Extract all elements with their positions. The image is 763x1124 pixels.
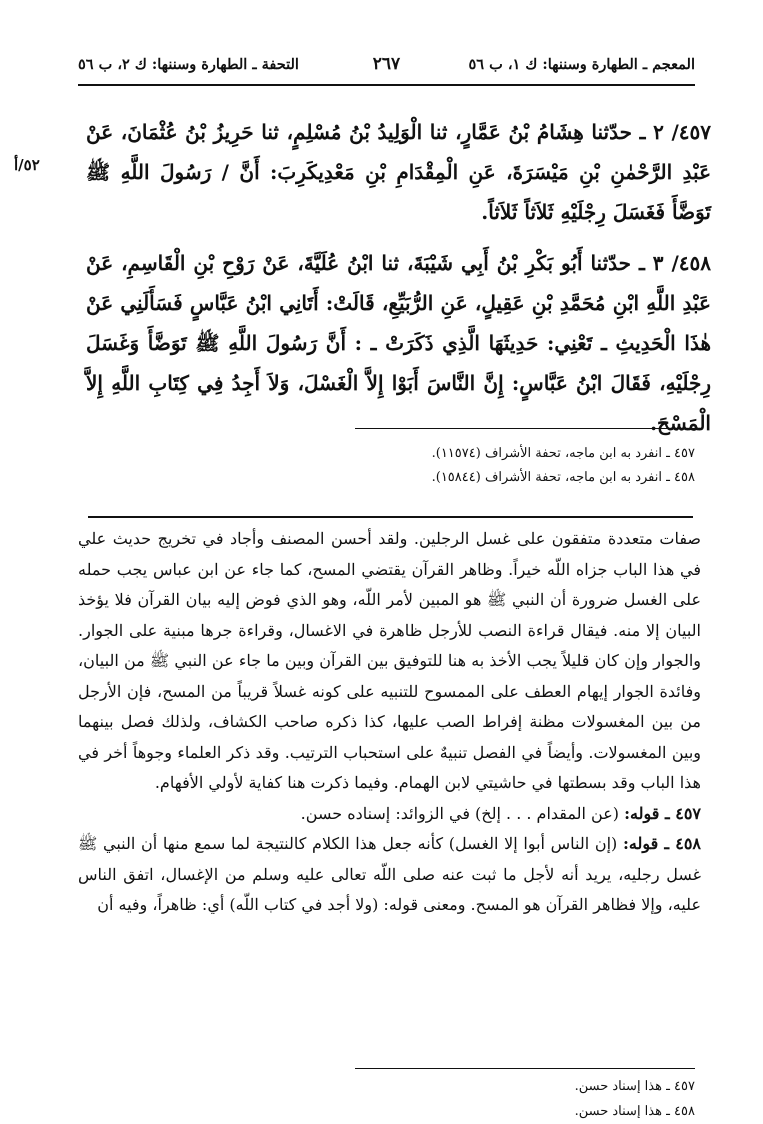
header-tuhfa-ref: التحفة ـ الطهارة وسننها: ك ٢، ب ٥٦ (78, 56, 299, 73)
header-divider (78, 84, 695, 86)
commentary-divider (88, 516, 693, 518)
takhrij-footnotes (300, 442, 695, 490)
page-number: ٢٦٧ (372, 54, 401, 74)
note-label: ٤٥٧ ـ قوله: (624, 803, 701, 823)
hadith-458 (86, 243, 711, 443)
hadith-number: ٤٥٨/ ٣ ـ (638, 251, 712, 275)
footnote-divider (355, 428, 695, 429)
bottom-note-457: ٤٥٧ ـ هذا إسناد حسن. (574, 1079, 695, 1094)
note-label: ٤٥٨ ـ قوله: (622, 834, 701, 853)
page-header (78, 56, 695, 84)
footnote-457: ٤٥٧ ـ انفرد به ابن ماجه، تحفة الأشراف (١١٥٧٤). (431, 446, 695, 461)
hadith-text: حدّثنا هِشَامُ بْنُ عَمَّارٍ، ثنا الْوَلِيدُ بْنُ مُسْلِمٍ، ثنا حَرِيزُ بْنُ عُثْمَانَ، عَنْ عَبْدِ الرَّحْمٰنِ بْنِ مَيْسَرَةَ، عَنِ الْمِقْدَامِ بْنِ مَعْدِيكَرِبَ: أَنَّ / رَسُولَ اللَّهِ ﷺ تَوَضَّأَ فَغَسَلَ رِجْلَيْهِ ثَلاَثاً ثَلاَثاً. (86, 120, 711, 224)
bottom-notes (300, 1074, 695, 1124)
commentary-note-458 (78, 829, 701, 921)
hadith-number: ٤٥٧/ ٢ ـ (639, 120, 711, 144)
hadith-457 (86, 112, 711, 232)
bottom-notes-divider (355, 1068, 695, 1069)
header-mujam-ref: المعجم ـ الطهارة وسننها: ك ١، ب ٥٦ (468, 56, 695, 73)
manuscript-folio-marker: ٥٢/أ (14, 156, 40, 174)
commentary-section (78, 524, 701, 921)
bottom-note-458: ٤٥٨ ـ هذا إسناد حسن. (574, 1104, 695, 1119)
hadith-text: حدّثنا أَبُو بَكْرِ بْنُ أَبِي شَيْبَةَ، ثنا ابْنُ عُلَيَّةَ، عَنْ رَوْحِ بْنِ الْقَاسِمِ، عَنْ عَبْدِ اللَّهِ ابْنِ مُحَمَّدِ بْنِ عَقِيلٍ، عَنِ الرُّبَيِّعِ، قَالَتْ: أَتَانِي ابْنُ عَبَّاسٍ فَسَأَلَنِي عَنْ هٰذَا الْحَدِيثِ ـ تَعْنِي: حَدِيثَهَا الَّذِي ذَكَرَتْ ـ : أَنَّ رَسُولَ اللَّهِ ﷺ تَوَضَّأَ وَغَسَلَ رِجْلَيْهِ، فَقَالَ ابْنُ عَبَّاسٍ: إِنَّ النَّاسَ أَبَوْا إِلاَّ الْغَسْلَ، وَلاَ أَجِدُ فِي كِتَابِ اللَّهِ إِلاَّ الْمَسْحَ. (86, 251, 711, 435)
footnote-458: ٤٥٨ ـ انفرد به ابن ماجه، تحفة الأشراف (١٥٨٤٤). (431, 470, 695, 485)
commentary-paragraph: صفات متعددة متفقون على غسل الرجلين. ولقد أحسن المصنف وأجاد في تخريج حديث علي في هذا الباب جزاه اللّه خيراً. وظاهر القرآن يقتضي المسح، كما جاء عن ابن عباس يجب حمله على الغسل ضرورة أن النبي ﷺ هو المبين لأمر اللّه، وهو الذي فوض إليه بيان القرآن فلا يؤخذ البيان إلا منه. فيقال قراءة النصب للأرجل ظاهرة في الاغسال، وقراءة جرها مبنية على الجوار. والجوار وإن كان قليلاً يجب الأخذ به هنا للتوفيق بين القرآن وبين ما جاء عن النبي ﷺ من البيان، وفائدة الجوار إيهام العطف على الممسوح للتنبيه على كونه غسلاً قريباً من المسح، فإن الأرجل من بين المغسولات مظنة إفراط الصب عليها، كذا ذكره صاحب الكشاف، ولذلك فصل بينهما وبين المغسولات. وأيضاً في الفصل تنبيهٌ على استحباب الترتيب. وقد ذكر العلماء وجوهاً أخر في هذا الباب وقد بسطتها في حاشيتي لابن الهمام. وفيما ذكرت هنا كفاية لأولي الأفهام. (78, 529, 702, 792)
commentary-note-457 (78, 799, 701, 830)
note-text: (عن المقدام . . . إلخ) في الزوائد: إسناده حسن. (300, 803, 620, 823)
note-text: (إن الناس أبوا إلا الغسل) كأنه جعل هذا الكلام كالنتيجة لما سمع منها أن النبي ﷺ غسل رجليه، يريد أنه لأجل ما ثبت عنه صلى اللّه تعالى عليه وسلم من الإغسال، اتفق الناس عليه، وإلا فظاهر القرآن هو المسح. ومعنى قوله: (ولا أجد في كتاب اللّه) أي: ظاهراً، وفيه أن (78, 834, 701, 914)
